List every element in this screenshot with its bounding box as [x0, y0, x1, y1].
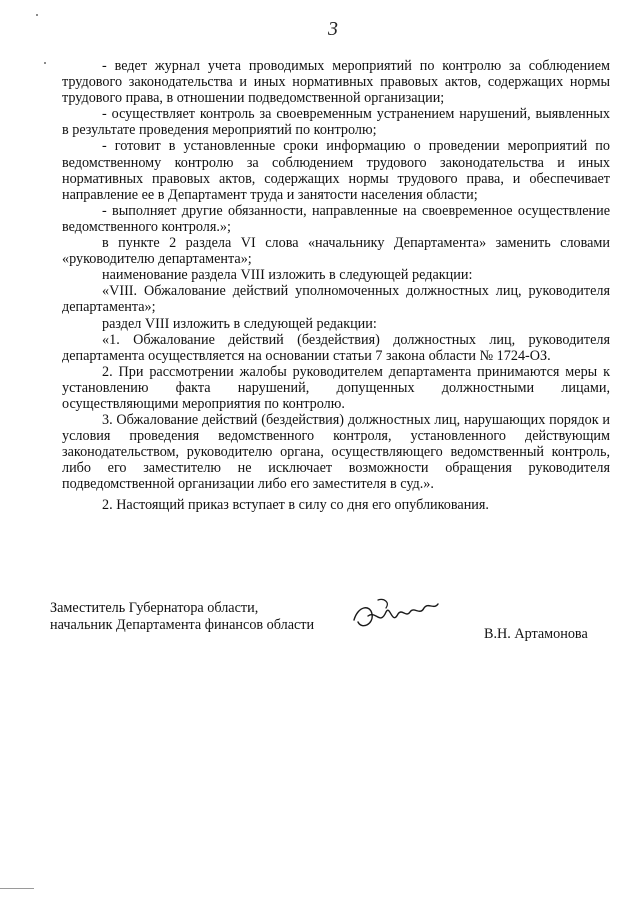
paragraph-viii-item-3: 3. Обжалование действий (бездействия) должностных лиц, нарушающих порядок и условия проведения ведомственного контроля, установленного действующим законодательством, руководителю органа, осуществляющего ведомственный контроль, либо его заместителю не исключает возможности обращения руководителя подведомственной организации либо его заместителя в суд.». — [62, 412, 610, 493]
signatory-name: В.Н. Артамонова — [484, 626, 588, 642]
page-number: 3 — [328, 18, 338, 40]
scan-speck — [36, 14, 38, 16]
paragraph-section-viii-intro: раздел VIII изложить в следующей редакции: — [102, 315, 377, 332]
signatory-position-line-2: начальник Департамента финансов области — [50, 617, 315, 633]
paragraph-section-vi: в пункте 2 раздела VI слова «начальнику Департамента» заменить словами «руководителю департамента»; — [62, 235, 610, 268]
paragraph-viii-item-2: 2. При рассмотрении жалобы руководителем департамента принимаются меры к установлению факта нарушений, допущенных должностными лицами, осуществляющими мероприятия по контролю. — [62, 363, 610, 412]
handwritten-signature — [350, 596, 442, 634]
scan-edge-line — [0, 888, 34, 889]
paragraph-section-viii-title: «VIII. Обжалование действий уполномоченных должностных лиц, руководителя департамента»; — [62, 283, 610, 316]
paragraph-section-viii-title-intro: наименование раздела VIII изложить в следующей редакции: — [102, 267, 473, 284]
paragraph-effective-date: 2. Настоящий приказ вступает в силу со дня его опубликования. — [102, 496, 489, 513]
paragraph-journal: - ведет журнал учета проводимых мероприятий по контролю за соблюдением трудового законодательства и иных нормативных правовых актов, содержащих нормы трудового права, в отношении подведомственной организации; — [62, 58, 610, 107]
paragraph-viii-item-1: «1. Обжалование действий (бездействия) должностных лиц, руководителя департамента осуществляется на основании статьи 7 закона области № 1724-ОЗ. — [62, 331, 610, 364]
paragraph-information: - готовит в установленные сроки информацию о проведении мероприятий по ведомственному контролю за соблюдением трудового законодательства и иных нормативных правовых актов, содержащих нормы трудового права, и обеспечивает направление ее в Департамент труда и занятости населения области; — [62, 138, 610, 203]
paragraph-control: - осуществляет контроль за своевременным устранением нарушений, выявленных в результате проведения мероприятий по контролю; — [62, 106, 610, 139]
signatory-position — [50, 600, 314, 634]
signatory-position-line-1: Заместитель Губернатора области, — [50, 600, 259, 616]
scan-speck — [44, 62, 46, 64]
document-body — [62, 58, 610, 513]
paragraph-other-duties: - выполняет другие обязанности, направленные на своевременное осуществление ведомственного контроля.»; — [62, 202, 610, 235]
